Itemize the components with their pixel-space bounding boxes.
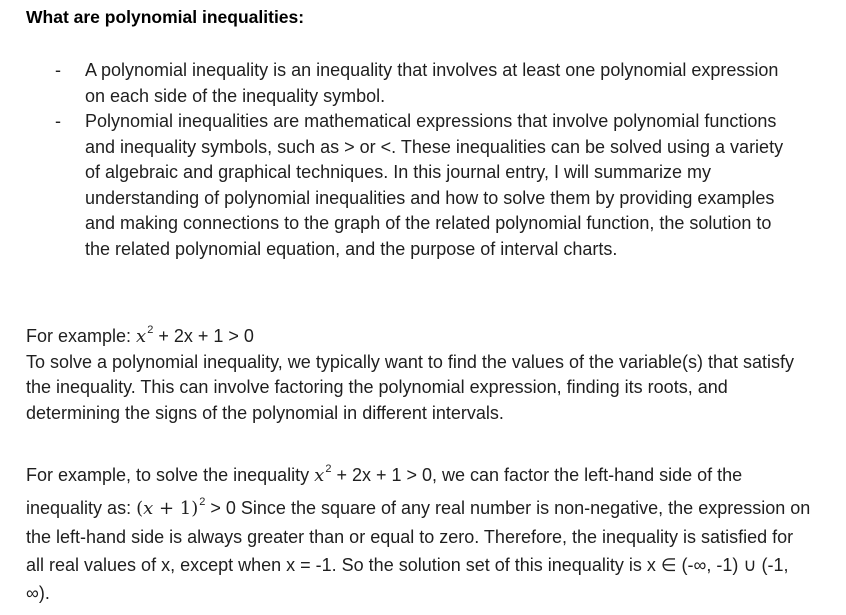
- bullet-marker: -: [55, 111, 61, 131]
- math-exponent: 2: [325, 463, 332, 475]
- section-heading: What are polynomial inequalities:: [26, 7, 305, 27]
- example-prefix: For example:: [26, 326, 137, 346]
- bullet-list: [26, 58, 806, 262]
- example-equation-line: [26, 320, 816, 350]
- bullet-item: [26, 58, 806, 109]
- math-variable: x: [143, 498, 154, 519]
- equation-rest: + 2x + 1 > 0: [153, 326, 254, 346]
- math-variable: x: [136, 326, 147, 347]
- math-exponent: 2: [199, 496, 206, 508]
- math-exponent: 2: [147, 324, 154, 336]
- factor-rest: + 1): [153, 498, 199, 519]
- bullet-item: [26, 109, 806, 262]
- example-paragraph-2: [26, 457, 816, 607]
- example-paragraph-1: [26, 320, 816, 426]
- text-segment: + 2x + 1 > 0, we can factor the left-hand side of the inequality as:: [26, 465, 743, 518]
- math-variable: x: [314, 465, 325, 486]
- text-segment: > 0 Since the square of any real number is non-negative, the expression on the left-hand side is always greater than or equal to zero. Therefore, the inequality is satisfied for all real values of x, except when x = -1. So the solution set of this inequality is x ∈ (-∞, -1) ∪ (-1, ∞).: [26, 498, 811, 603]
- bullet-text: A polynomial inequality is an inequality that involves at least one polynomial expression on each side of the inequality symbol.: [85, 60, 779, 106]
- factor-open-paren: (: [136, 498, 144, 519]
- example-explanation: To solve a polynomial inequality, we typically want to find the values of the variable(s) that satisfy the inequality. This can involve factoring the polynomial expression, finding its roots, and determining the signs of the polynomial in different intervals.: [26, 351, 795, 423]
- bullet-marker: -: [55, 60, 61, 80]
- bullet-text: Polynomial inequalities are mathematical expressions that involve polynomial functions and inequality symbols, such as > or <. These inequalities can be solved using a variety of algebraic and graphical techniques. In this journal entry, I will summarize my understanding of polynomial inequalities and how to solve them by providing examples and making connections to the graph of the related polynomial function, the solution to the related polynomial equation, and the purpose of interval charts.: [85, 111, 784, 259]
- text-segment: For example, to solve the inequality: [26, 465, 315, 485]
